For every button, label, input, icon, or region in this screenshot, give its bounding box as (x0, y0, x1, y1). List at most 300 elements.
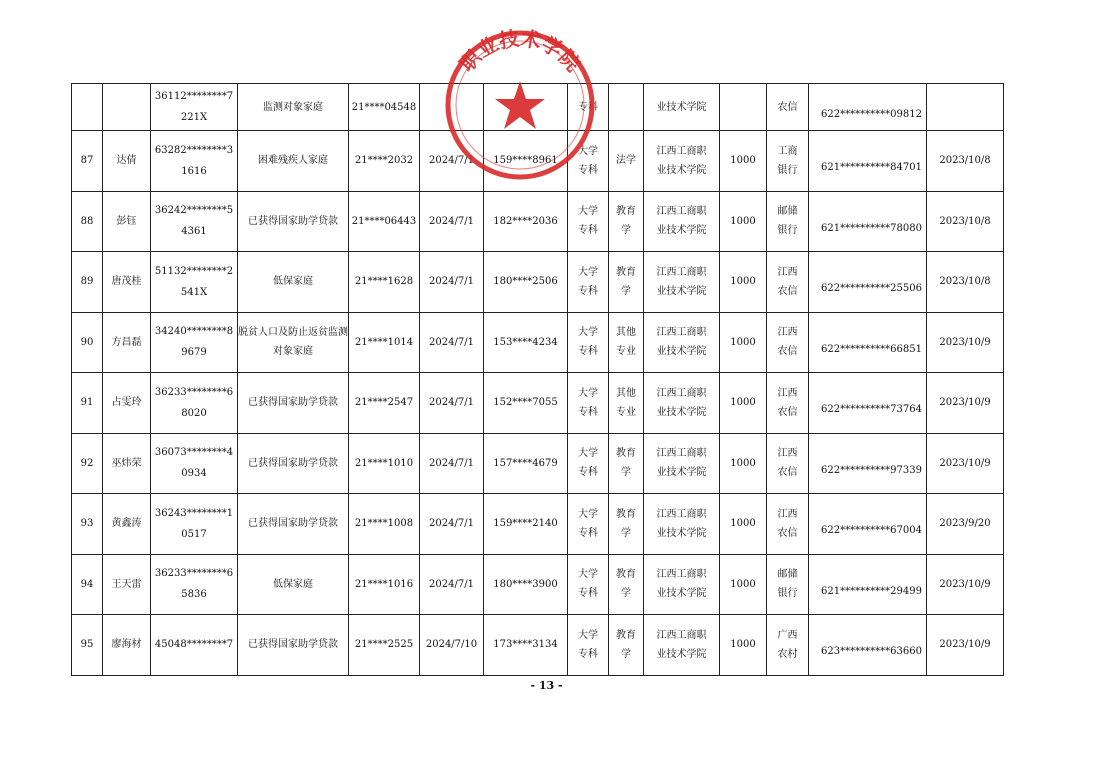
family-category: 脱贫人口及防止返贫监测对象家庭 (238, 327, 348, 358)
school-cell (644, 312, 720, 373)
education-level-line2: 专科 (578, 164, 598, 176)
major-line2: 学 (621, 225, 631, 237)
student-name: 廖海材 (111, 639, 142, 651)
education-level-line2: 专科 (578, 285, 598, 297)
education-level-line2: 专科 (578, 406, 598, 418)
pay-date-cell (927, 252, 1004, 313)
id-number-line1: 36112********7 (154, 91, 234, 102)
id-number-line1: 36242********5 (154, 205, 234, 217)
pay-date-cell (927, 131, 1004, 192)
phone-cell (484, 433, 568, 494)
id-number-cell (151, 494, 238, 555)
category-cell (238, 494, 349, 555)
record-date: 2024/7/1 (429, 215, 474, 227)
recipient-table (71, 83, 1004, 676)
school-line2: 业技术学院 (656, 285, 707, 297)
record-date: 2024/7/1 (429, 336, 474, 348)
school-line2: 业技术学院 (656, 225, 707, 237)
row-number: 91 (80, 397, 94, 409)
bank-account: 621**********84701 (821, 162, 922, 174)
amount-cell (720, 191, 767, 252)
record-date: 2024/7/1 (429, 518, 474, 530)
bank-line1: 江西 (777, 448, 798, 460)
school-line2: 业技术学院 (656, 648, 707, 660)
level-cell (568, 191, 609, 252)
school-line2: 业技术学院 (656, 467, 707, 479)
bank-cell (767, 433, 809, 494)
id-number-line2: 0517 (181, 528, 207, 540)
education-level-line1: 大学 (578, 266, 598, 278)
id-number-cell (151, 554, 238, 615)
major-line1: 法学 (616, 155, 636, 167)
education-level-line1: 大学 (578, 629, 598, 641)
id-number-line1: 51132********2 (154, 265, 234, 277)
school-cell (644, 433, 720, 494)
bank-line1: 广西 (777, 629, 798, 641)
id-number-line2: 221X (180, 112, 208, 123)
phone-cell (484, 252, 568, 313)
row-number: 87 (80, 155, 94, 167)
row-number: 95 (80, 639, 94, 651)
student-number: 21****06443 (351, 215, 417, 227)
education-level-line2: 专科 (578, 225, 598, 237)
id-number-cell (151, 191, 238, 252)
account-cell (809, 615, 927, 676)
school-line1: 江西工商职 (656, 145, 707, 157)
student-number: 21****04548 (351, 101, 417, 113)
payment-date: 2023/10/9 (939, 578, 991, 590)
level-cell (568, 554, 609, 615)
student-number: 21****2525 (354, 639, 414, 651)
date-cell (420, 554, 484, 615)
education-level-line2: 专科 (578, 588, 598, 600)
school-line1: 江西工商职 (656, 206, 707, 218)
school-line2: 业技术学院 (656, 164, 707, 176)
name-cell (103, 433, 151, 494)
phone-cell (484, 84, 568, 131)
pay-date-cell (927, 433, 1004, 494)
phone-number: 182****2036 (493, 215, 558, 227)
school-line1: 业技术学院 (656, 101, 707, 113)
category-cell (238, 84, 349, 131)
level-cell (568, 131, 609, 192)
row-number: 94 (80, 578, 94, 590)
date-cell (420, 131, 484, 192)
bank-account: 622**********67004 (821, 525, 922, 537)
payment-date: 2023/10/8 (939, 215, 991, 227)
pay-date-cell (927, 494, 1004, 555)
account-cell (809, 554, 927, 615)
major-line2: 专业 (616, 346, 636, 358)
amount: 1000 (730, 155, 756, 167)
payment-date: 2023/9/20 (939, 518, 991, 530)
account-cell (809, 131, 927, 192)
page-number: - 13 - (530, 679, 563, 692)
education-level-line2: 专科 (578, 467, 598, 479)
major-cell (609, 84, 644, 131)
pay-date-cell (927, 191, 1004, 252)
name-cell (103, 191, 151, 252)
row-number-cell (72, 252, 103, 313)
bank-line1: 江西 (777, 508, 798, 520)
name-cell (103, 84, 151, 131)
major-cell (609, 373, 644, 434)
id-number-line1: 34240********8 (154, 326, 234, 338)
phone-cell (484, 191, 568, 252)
record-date: 2024/7/1 (429, 276, 474, 288)
table-row (72, 373, 1004, 434)
major-cell (609, 131, 644, 192)
student-name: 唐茂桂 (111, 276, 142, 288)
student-name: 王天雷 (111, 578, 142, 590)
row-number: 90 (80, 336, 94, 348)
education-level-line1: 大学 (578, 387, 598, 399)
row-number-cell (72, 312, 103, 373)
family-category: 已获得国家助学贷款 (248, 397, 338, 409)
account-cell (809, 373, 927, 434)
bank-account: 623**********63660 (821, 646, 922, 658)
record-date: 2024/7/1 (429, 457, 474, 469)
account-cell (809, 84, 927, 131)
account-cell (809, 191, 927, 252)
student-no-cell (349, 191, 420, 252)
phone-cell (484, 131, 568, 192)
row-number-cell (72, 191, 103, 252)
id-number-cell (151, 84, 238, 131)
bank-account: 622**********97339 (821, 464, 922, 476)
amount: 1000 (730, 215, 756, 227)
major-line2: 学 (621, 285, 631, 297)
phone-number: 159****8961 (493, 155, 558, 167)
student-no-cell (349, 312, 420, 373)
pay-date-cell (927, 554, 1004, 615)
id-number-line2: 4361 (181, 226, 207, 238)
id-number-line2: 541X (180, 286, 208, 298)
account-cell (809, 312, 927, 373)
bank-line2: 农信 (777, 285, 798, 297)
amount-cell (720, 252, 767, 313)
bank-line2: 银行 (777, 225, 798, 237)
education-level-line1: 大学 (578, 145, 598, 157)
pay-date-cell (927, 84, 1004, 131)
category-cell (238, 312, 349, 373)
id-number-line1: 36233********6 (154, 386, 234, 398)
amount-cell (720, 373, 767, 434)
name-cell (103, 554, 151, 615)
student-name: 占雯玲 (111, 397, 142, 409)
family-category: 已获得国家助学贷款 (248, 457, 338, 469)
student-name: 黄鑫涛 (111, 518, 142, 530)
date-cell (420, 84, 484, 131)
student-no-cell (349, 131, 420, 192)
category-cell (238, 554, 349, 615)
id-number-cell (151, 373, 238, 434)
major-line1: 其他 (616, 327, 636, 339)
payment-date: 2023/10/9 (939, 639, 991, 651)
payment-date: 2023/10/8 (939, 276, 991, 288)
student-no-cell (349, 252, 420, 313)
student-number: 21****1010 (354, 457, 414, 469)
major-cell (609, 191, 644, 252)
school-cell (644, 494, 720, 555)
pay-date-cell (927, 373, 1004, 434)
amount: 1000 (730, 397, 756, 409)
row-number: 88 (80, 215, 94, 227)
date-cell (420, 252, 484, 313)
amount-cell (720, 131, 767, 192)
bank-line1: 江西 (777, 387, 798, 399)
education-level-line1: 大学 (578, 508, 598, 520)
name-cell (103, 252, 151, 313)
student-no-cell (349, 615, 420, 676)
school-line2: 业技术学院 (656, 346, 707, 358)
id-number-cell (151, 312, 238, 373)
bank-account: 622**********73764 (821, 404, 922, 416)
school-cell (644, 131, 720, 192)
school-line1: 江西工商职 (656, 508, 707, 520)
level-cell (568, 373, 609, 434)
bank-line2: 银行 (777, 164, 798, 176)
student-number: 21****1628 (354, 276, 414, 288)
family-category: 监测对象家庭 (263, 101, 323, 113)
phone-number: 173****3134 (493, 639, 558, 651)
student-number: 21****2547 (354, 397, 414, 409)
level-cell (568, 615, 609, 676)
date-cell (420, 615, 484, 676)
bank-line1: 江西 (777, 266, 798, 278)
bank-line2: 农信 (777, 527, 798, 539)
major-line1: 教育 (616, 569, 636, 581)
id-number-line1: 36233********6 (154, 568, 234, 580)
student-number: 21****2032 (354, 155, 414, 167)
table-row (72, 312, 1004, 373)
id-number-line2: 0934 (181, 468, 207, 480)
family-category: 已获得国家助学贷款 (248, 518, 338, 530)
major-line1: 教育 (616, 206, 636, 218)
phone-number: 152****7055 (493, 397, 558, 409)
id-number-cell (151, 615, 238, 676)
payment-date: 2023/10/8 (939, 155, 991, 167)
school-line1: 江西工商职 (656, 387, 707, 399)
bank-account: 622**********09812 (821, 108, 922, 120)
student-number: 21****1016 (354, 578, 414, 590)
major-cell (609, 312, 644, 373)
bank-line1: 邮储 (777, 206, 798, 218)
phone-cell (484, 373, 568, 434)
table-row (72, 554, 1004, 615)
bank-line2: 农信 (777, 406, 798, 418)
school-line1: 江西工商职 (656, 327, 707, 339)
record-date: 2024/7/10 (425, 639, 478, 651)
bank-cell (767, 373, 809, 434)
student-no-cell (349, 433, 420, 494)
name-cell (103, 494, 151, 555)
table-row (72, 84, 1004, 131)
student-no-cell (349, 494, 420, 555)
bank-cell (767, 312, 809, 373)
row-number-cell (72, 615, 103, 676)
bank-line2: 农村 (777, 648, 798, 660)
id-number-cell (151, 131, 238, 192)
id-number-cell (151, 433, 238, 494)
family-category: 已获得国家助学贷款 (248, 639, 338, 651)
amount-cell (720, 433, 767, 494)
row-number-cell (72, 84, 103, 131)
svg-text:职业技术学院: 职业技术学院 (454, 26, 586, 77)
amount-cell (720, 84, 767, 131)
education-level-line1: 大学 (578, 569, 598, 581)
name-cell (103, 312, 151, 373)
student-name: 达倩 (116, 155, 137, 167)
school-cell (644, 373, 720, 434)
bank-line1: 江西 (777, 327, 798, 339)
level-cell (568, 494, 609, 555)
amount: 1000 (730, 457, 756, 469)
education-level-line1: 大学 (578, 206, 598, 218)
bank-line2: 银行 (777, 588, 798, 600)
account-cell (809, 252, 927, 313)
school-line1: 江西工商职 (656, 629, 707, 641)
phone-number: 159****2140 (493, 518, 558, 530)
name-cell (103, 131, 151, 192)
amount-cell (720, 312, 767, 373)
pay-date-cell (927, 312, 1004, 373)
amount: 1000 (730, 578, 756, 590)
major-line1: 教育 (616, 508, 636, 520)
major-line2: 学 (621, 648, 631, 660)
bank-cell (767, 494, 809, 555)
amount: 1000 (730, 518, 756, 530)
level-cell (568, 84, 609, 131)
id-number-line1: 45048********7 (154, 639, 234, 651)
student-number: 21****1014 (354, 336, 414, 348)
amount-cell (720, 554, 767, 615)
amount: 1000 (730, 639, 756, 651)
row-number: 93 (80, 518, 94, 530)
table-row (72, 131, 1004, 192)
education-level-line2: 专科 (578, 346, 598, 358)
bank-cell (767, 554, 809, 615)
id-number-line2: 5836 (181, 589, 207, 601)
phone-number: 153****4234 (493, 336, 558, 348)
payment-date: 2023/10/9 (939, 336, 991, 348)
id-number-line1: 63282********3 (154, 144, 234, 156)
bank-account: 621**********29499 (821, 585, 922, 597)
phone-number: 180****3900 (493, 578, 558, 590)
major-cell (609, 252, 644, 313)
bank-cell (767, 191, 809, 252)
id-number-line2: 8020 (181, 407, 207, 419)
major-line1: 其他 (616, 387, 636, 399)
bank-cell (767, 131, 809, 192)
bank-line1: 工商 (777, 145, 798, 157)
student-number: 21****1008 (354, 518, 414, 530)
row-number-cell (72, 554, 103, 615)
bank-account: 622**********25506 (821, 283, 922, 295)
major-line2: 学 (621, 588, 631, 600)
date-cell (420, 373, 484, 434)
pay-date-cell (927, 615, 1004, 676)
bank-line1: 邮储 (777, 569, 798, 581)
table-row (72, 252, 1004, 313)
bank-cell (767, 615, 809, 676)
school-line1: 江西工商职 (656, 569, 707, 581)
row-number-cell (72, 433, 103, 494)
row-number: 92 (80, 457, 94, 469)
id-number-line1: 36243********1 (154, 507, 234, 519)
major-line2: 学 (621, 467, 631, 479)
major-cell (609, 433, 644, 494)
student-no-cell (349, 373, 420, 434)
education-level-line1: 大学 (578, 448, 598, 460)
student-name: 彭钰 (116, 215, 137, 227)
school-line2: 业技术学院 (656, 406, 707, 418)
education-level-line2: 专科 (578, 527, 598, 539)
amount: 1000 (730, 336, 756, 348)
table-row (72, 494, 1004, 555)
date-cell (420, 191, 484, 252)
bank-account: 621**********78080 (821, 222, 922, 234)
school-cell (644, 615, 720, 676)
phone-number: 180****2506 (493, 276, 558, 288)
record-date: 2024/7/1 (429, 397, 474, 409)
category-cell (238, 252, 349, 313)
education-level-line1: 专科 (578, 101, 598, 113)
bank-cell (767, 252, 809, 313)
category-cell (238, 131, 349, 192)
date-cell (420, 433, 484, 494)
major-line2: 专业 (616, 406, 636, 418)
level-cell (568, 312, 609, 373)
major-cell (609, 494, 644, 555)
major-cell (609, 615, 644, 676)
bank-cell (767, 84, 809, 131)
row-number-cell (72, 131, 103, 192)
phone-cell (484, 312, 568, 373)
student-no-cell (349, 84, 420, 131)
school-cell (644, 191, 720, 252)
name-cell (103, 615, 151, 676)
account-cell (809, 494, 927, 555)
family-category: 低保家庭 (273, 578, 313, 590)
family-category: 困难残疾人家庭 (258, 155, 328, 167)
school-line2: 业技术学院 (656, 527, 707, 539)
phone-cell (484, 615, 568, 676)
bank-line2: 农信 (777, 467, 798, 479)
bank-line1: 农信 (777, 101, 798, 113)
education-level-line2: 专科 (578, 648, 598, 660)
major-line1: 教育 (616, 448, 636, 460)
name-cell (103, 373, 151, 434)
school-line2: 业技术学院 (656, 588, 707, 600)
category-cell (238, 433, 349, 494)
family-category: 已获得国家助学贷款 (248, 215, 338, 227)
amount-cell (720, 494, 767, 555)
payment-date: 2023/10/9 (939, 457, 991, 469)
table-body (72, 84, 1004, 676)
student-name: 巫炜荣 (111, 457, 142, 469)
student-name: 方昌磊 (111, 336, 142, 348)
date-cell (420, 312, 484, 373)
family-category: 低保家庭 (273, 276, 313, 288)
level-cell (568, 433, 609, 494)
row-number-cell (72, 373, 103, 434)
major-line2: 学 (621, 527, 631, 539)
payment-date: 2023/10/9 (939, 397, 991, 409)
school-cell (644, 554, 720, 615)
category-cell (238, 191, 349, 252)
bank-account: 622**********66851 (821, 343, 922, 355)
